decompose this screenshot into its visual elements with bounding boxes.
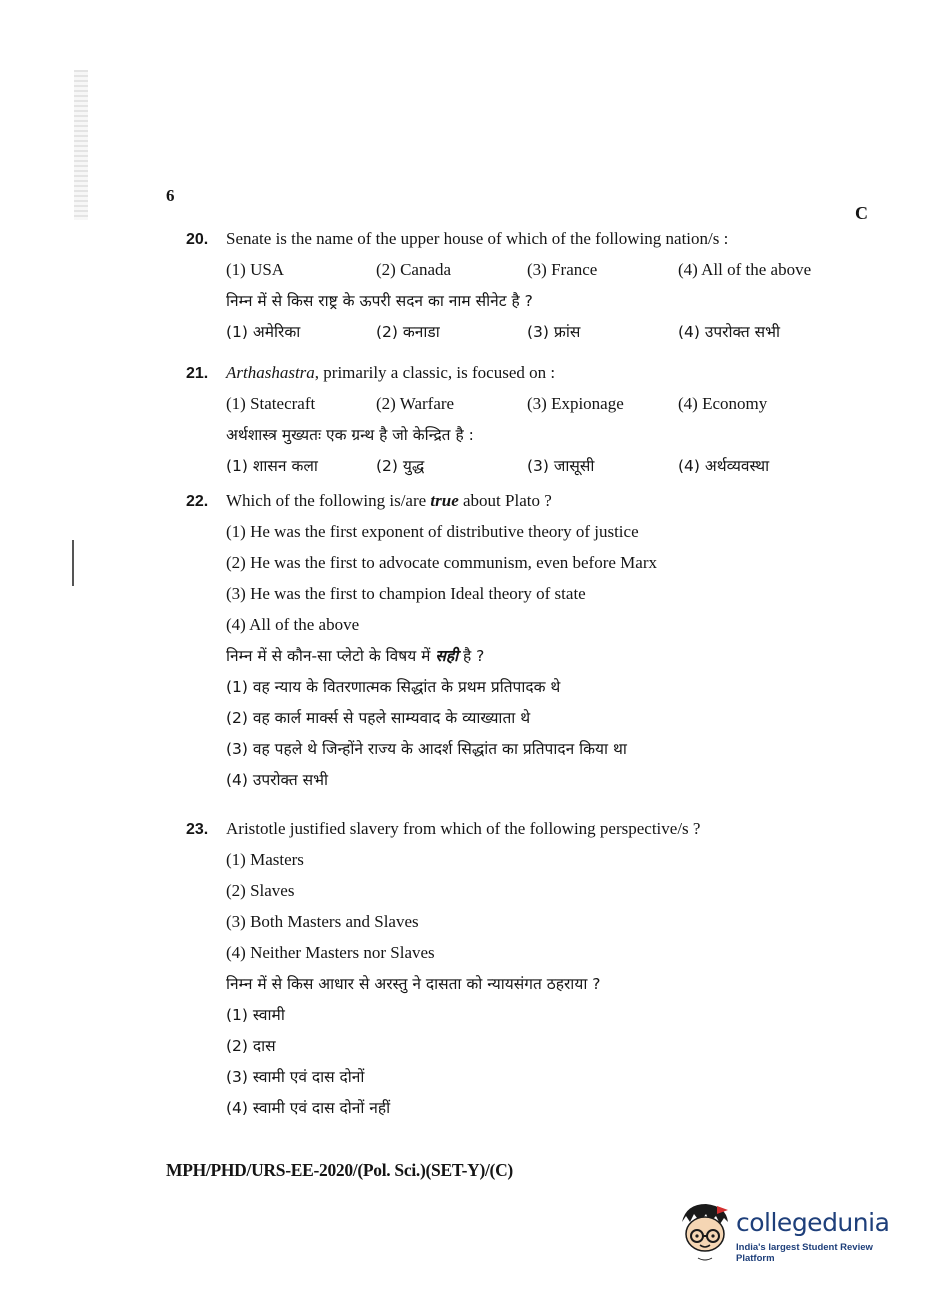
option-en-2: (2) Slaves (226, 881, 295, 900)
scan-mark (72, 540, 74, 586)
mascot-icon (676, 1200, 734, 1266)
question-22 (186, 490, 836, 800)
question-20 (186, 228, 836, 352)
option-hi-2: (2) कनाडा (376, 323, 440, 341)
question-stem-en (186, 818, 836, 849)
option-hi-1: (1) वह न्याय के वितरणात्मक सिद्धांत के प्रथम प्रतिपादक थे (226, 678, 561, 696)
option-hi-3: (3) फ्रांस (527, 323, 581, 341)
question-stem-en (186, 362, 836, 393)
option-en-3: (3) Expionage (527, 394, 624, 413)
question-text-en: , primarily a classic, is focused on : (314, 363, 556, 382)
question-text-hi-pre: निम्न में से कौन-सा प्लेटो के विषय में (226, 647, 436, 665)
question-number: 23. (186, 821, 209, 838)
question-number: 21. (186, 365, 209, 382)
question-text-hi-post: है ? (458, 647, 485, 665)
question-text-en-post: about Plato ? (458, 491, 552, 510)
option-en-1: (1) He was the first exponent of distributive theory of justice (226, 522, 639, 541)
option-hi-2: (2) दास (226, 1037, 276, 1055)
option-en-4: (4) Economy (678, 394, 768, 413)
options-hi (226, 321, 836, 352)
question-stem-en (186, 490, 836, 521)
option-en-3: (3) France (527, 260, 598, 279)
collegedunia-watermark (676, 1200, 906, 1270)
option-en-4: (4) All of the above (678, 260, 812, 279)
option-hi-3: (3) वह पहले थे जिन्होंने राज्य के आदर्श सिद्धांत का प्रतिपादन किया था (226, 740, 627, 758)
paper-code: MPH/PHD/URS-EE-2020/(Pol. Sci.)(SET-Y)/(C) (166, 1160, 513, 1180)
option-en-1: (1) Masters (226, 850, 304, 869)
option-en-4: (4) Neither Masters nor Slaves (226, 943, 435, 962)
question-stem-hi (226, 645, 836, 676)
option-en-1: (1) USA (226, 260, 285, 279)
question-text-hi: अर्थशास्त्र मुख्यतः एक ग्रन्थ है जो केन्द्रित है : (226, 426, 474, 444)
question-21 (186, 362, 836, 486)
option-hi-2: (2) युद्ध (376, 457, 425, 475)
question-text-en-pre: Which of the following is/are (226, 491, 431, 510)
question-number: 20. (186, 231, 209, 248)
question-text-en: Aristotle justified slavery from which of the following perspective/s ? (226, 819, 701, 838)
question-23 (186, 818, 836, 1128)
options-hi (226, 455, 836, 486)
option-en-3: (3) He was the first to champion Ideal theory of state (226, 584, 586, 603)
question-emphasis-en: true (430, 491, 459, 510)
brand-name: collegedunia (736, 1208, 890, 1237)
option-en-2: (2) Canada (376, 260, 452, 279)
question-text-hi: निम्न में से किस राष्ट्र के ऊपरी सदन का नाम सीनेट है ? (226, 292, 533, 310)
brand-tagline: India's largest Student Review Platform (736, 1242, 873, 1264)
scan-edge-artifact (74, 70, 88, 220)
option-hi-1: (1) स्वामी (226, 1006, 285, 1024)
option-hi-4: (4) उपरोक्त सभी (226, 771, 328, 789)
question-emphasis-hi: सही (435, 647, 459, 665)
question-number: 22. (186, 493, 209, 510)
option-hi-3: (3) जासूसी (527, 457, 595, 475)
option-en-2: (2) He was the first to advocate communism, even before Marx (226, 553, 657, 572)
option-hi-4: (4) स्वामी एवं दास दोनों नहीं (226, 1099, 391, 1117)
question-stem-en (186, 228, 836, 259)
option-hi-3: (3) स्वामी एवं दास दोनों (226, 1068, 365, 1086)
question-title-italic: Arthashastra (226, 363, 315, 382)
option-hi-1: (1) अमेरिका (226, 323, 301, 341)
options-en (226, 393, 836, 424)
option-en-1: (1) Statecraft (226, 394, 316, 413)
option-en-4: (4) All of the above (226, 615, 360, 634)
question-text-en: Senate is the name of the upper house of which of the following nation/s : (226, 229, 729, 248)
set-mark: C (855, 203, 868, 223)
question-text-hi: निम्न में से किस आधार से अरस्तु ने दासता को न्यायसंगत ठहराया ? (226, 975, 601, 993)
option-en-2: (2) Warfare (376, 394, 455, 413)
page-number: 6 (166, 186, 175, 205)
option-hi-4: (4) अर्थव्यवस्था (678, 457, 770, 475)
option-hi-1: (1) शासन कला (226, 457, 318, 475)
option-en-3: (3) Both Masters and Slaves (226, 912, 419, 931)
option-hi-2: (2) वह कार्ल मार्क्स से पहले साम्यवाद के व्याख्याता थे (226, 709, 531, 727)
option-hi-4: (4) उपरोक्त सभी (678, 323, 780, 341)
options-en (226, 259, 836, 290)
